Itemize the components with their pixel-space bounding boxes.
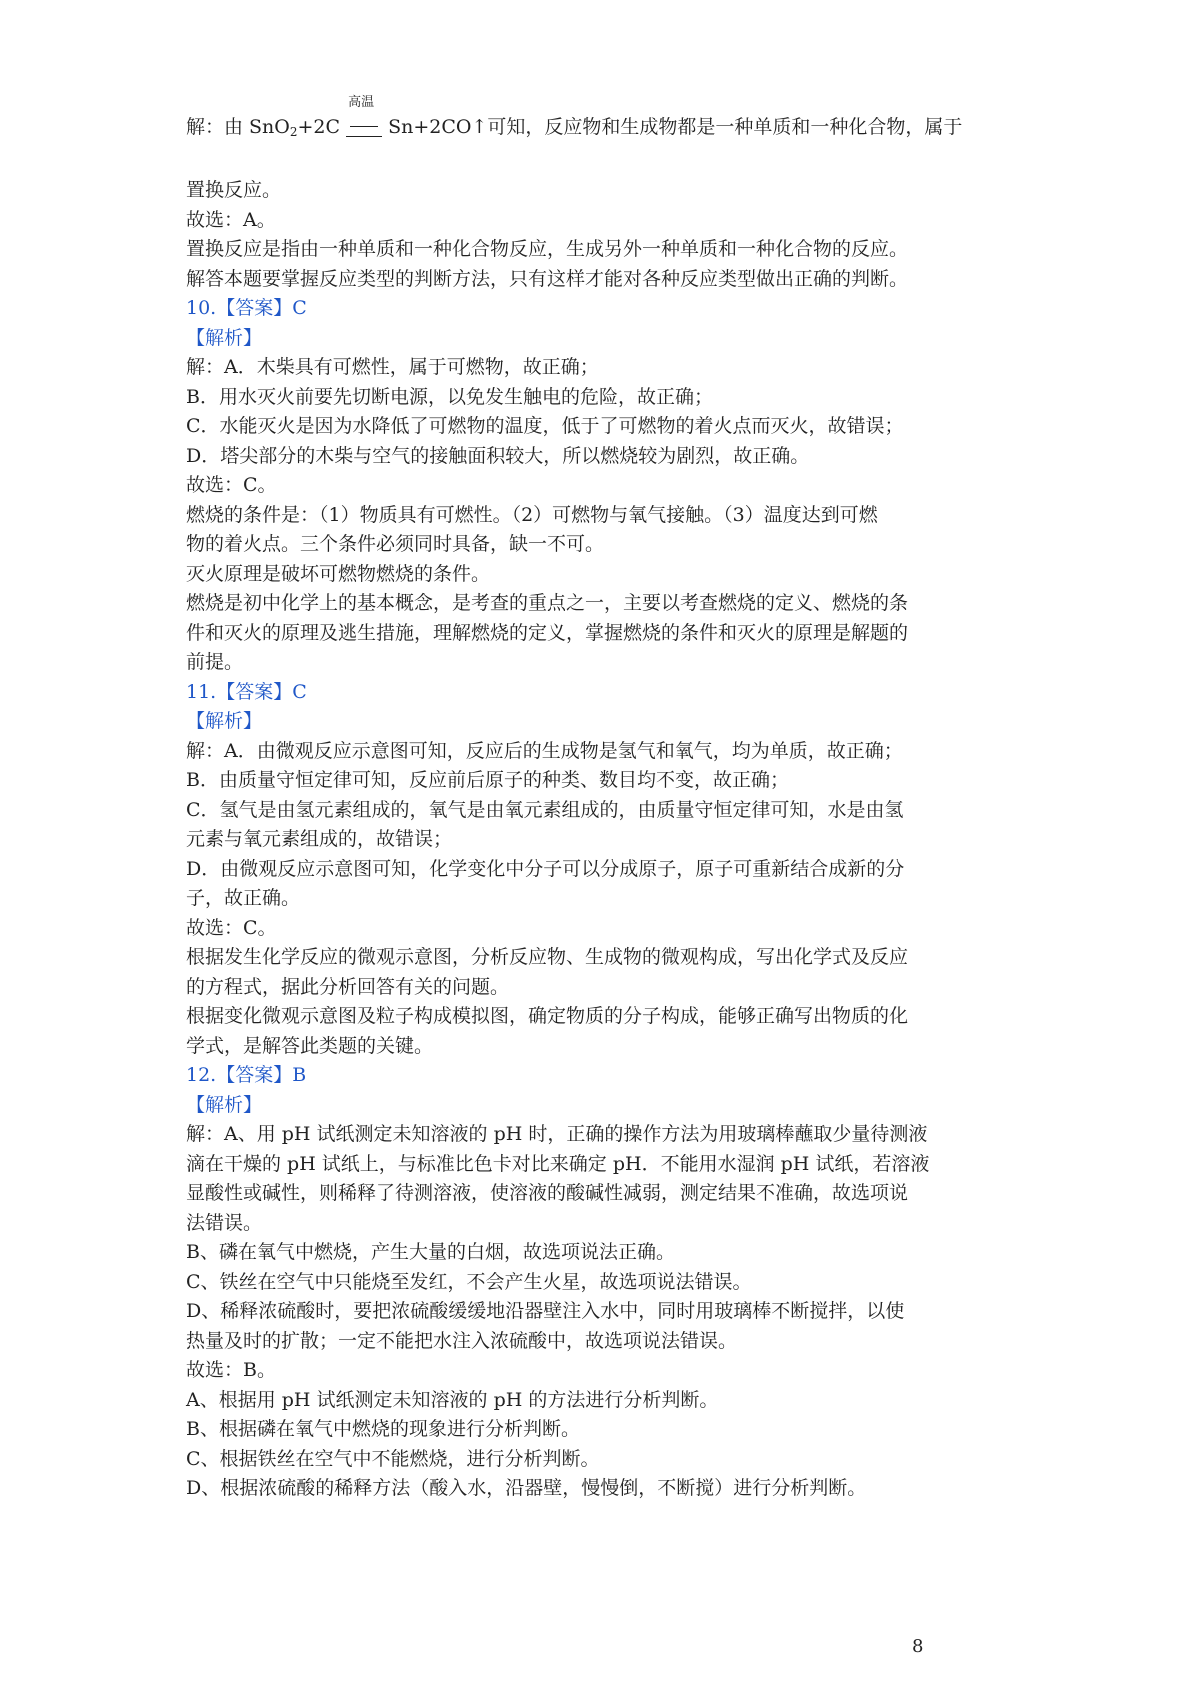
text-line: 法错误。 (186, 1211, 263, 1234)
text-line: C．氢气是由氢元素组成的，氧气是由氧元素组成的，由质量守恒定律可知，水是由氢 (186, 798, 904, 821)
equation-reactant: +2C (297, 116, 341, 138)
text-line: D、根据浓硫酸的稀释方法（酸入水，沿器壁，慢慢倒，不断搅）进行分析判断。 (186, 1477, 867, 1499)
text-line: 滴在干燥的 pH 试纸上，与标准比色卡对比来确定 pH．不能用水湿润 pH 试纸，若溶液 (186, 1152, 930, 1175)
intro-lines (186, 176, 931, 294)
text-line: C、铁丝在空气中只能烧至发红，不会产生火星，故选项说法错误。 (186, 1270, 752, 1293)
answer-header: 11.【答案】C (186, 680, 307, 703)
text-line: A、根据用 pH 试纸测定未知溶液的 pH 的方法进行分析判断。 (186, 1388, 719, 1411)
equals-bar-top (350, 126, 378, 127)
text-line: D．由微观反应示意图可知，化学变化中分子可以分成原子，原子可重新结合成新的分 (186, 857, 905, 880)
analysis-label: 【解析】 (186, 710, 263, 732)
text-line: 子，故正确。 (186, 887, 301, 909)
text-line: 显酸性或碱性，则稀释了待测溶液，使溶液的酸碱性减弱，测定结果不准确，故选项说 (186, 1182, 909, 1204)
text-line: 根据发生化学反应的微观示意图，分析反应物、生成物的微观构成，写出化学式及反应 (186, 946, 909, 968)
text-line: 学式，是解答此类题的关键。 (186, 1034, 434, 1057)
text-line: 解答本题要掌握反应类型的判断方法，只有这样才能对各种反应类型做出正确的判断。 (186, 267, 909, 290)
text-line: 解：A、用 pH 试纸测定未知溶液的 pH 时，正确的操作方法为用玻璃棒蘸取少量待测液 (186, 1123, 928, 1145)
text-line: 的方程式，据此分析回答有关的问题。 (186, 975, 510, 998)
text-line: 故选：C。 (186, 916, 277, 939)
answer-sections (186, 294, 931, 1504)
text-line: 解：A．由微观反应示意图可知，反应后的生成物是氢气和氧气，均为单质，故正确； (186, 739, 903, 762)
text-line: 置换反应是指由一种单质和一种化合物反应，生成另外一种单质和一种化合物的反应。 (186, 238, 909, 260)
answer-section (186, 294, 931, 678)
equals-bar-bottom (346, 136, 382, 137)
text-line: 灭火原理是破坏可燃物燃烧的条件。 (186, 562, 491, 585)
text-line: B、根据磷在氧气中燃烧的现象进行分析判断。 (186, 1418, 580, 1440)
equation-subscript: 2 (289, 125, 298, 139)
text-line: 故选：B。 (186, 1359, 276, 1381)
text-line: 故选：C。 (186, 474, 277, 496)
analysis-label: 【解析】 (186, 1093, 263, 1116)
equation-rest: Sn+2CO↑可知，反应物和生成物都是一种单质和一种化合物，属于 (388, 116, 963, 138)
text-line: 前提。 (186, 651, 244, 673)
text-line: B．用水灭火前要先切断电源，以免发生触电的危险，故正确； (186, 385, 713, 408)
answer-section (186, 678, 931, 1062)
spacer (186, 142, 931, 176)
text-line: 物的着火点。三个条件必须同时具备，缺一不可。 (186, 533, 605, 555)
reaction-condition-label: 高温 (348, 95, 375, 110)
reaction-condition-equals (346, 95, 382, 138)
answer-header: 12.【答案】B (186, 1064, 307, 1086)
text-line: 件和灭火的原理及逃生措施，理解燃烧的定义，掌握燃烧的条件和灭火的原理是解题的 (186, 621, 909, 644)
text-line: 燃烧的条件是：（1）物质具有可燃性。（2）可燃物与氧气接触。（3）温度达到可燃 (186, 503, 878, 526)
text-line: 元素与氧元素组成的，故错误； (186, 828, 453, 850)
equation-line (186, 95, 963, 142)
text-line: 燃烧是初中化学上的基本概念，是考查的重点之一，主要以考查燃烧的定义、燃烧的条 (186, 592, 909, 614)
text-line: 根据变化微观示意图及粒子构成模拟图，确定物质的分子构成，能够正确写出物质的化 (186, 1005, 909, 1027)
text-line: D、稀释浓硫酸时，要把浓硫酸缓缓地沿器壁注入水中，同时用玻璃棒不断搅拌，以使 (186, 1300, 905, 1322)
text-line: B．由质量守恒定律可知，反应前后原子的种类、数目均不变，故正确； (186, 769, 789, 791)
document-page (186, 95, 963, 1504)
text-line: B、磷在氧气中燃烧，产生大量的白烟，故选项说法正确。 (186, 1241, 675, 1263)
text-line: 解：A．木柴具有可燃性，属于可燃物，故正确； (186, 356, 599, 378)
text-line: C、根据铁丝在空气中不能燃烧，进行分析判断。 (186, 1447, 600, 1470)
text-line: 置换反应。 (186, 179, 282, 201)
answer-section (186, 1061, 931, 1504)
equation-prefix: 解：由 SnO (186, 116, 290, 138)
text-line: 故选：A。 (186, 208, 276, 231)
text-line: C．水能灭火是因为水降低了可燃物的温度，低于了可燃物的着火点而灭火，故错误； (186, 415, 904, 437)
answer-header: 10.【答案】C (186, 297, 307, 319)
analysis-label: 【解析】 (186, 326, 263, 349)
text-line: D．塔尖部分的木柴与空气的接触面积较大，所以燃烧较为剧烈，故正确。 (186, 444, 810, 467)
page-number: 8 (912, 1636, 924, 1657)
text-line: 热量及时的扩散；一定不能把水注入浓硫酸中，故选项说法错误。 (186, 1329, 738, 1352)
